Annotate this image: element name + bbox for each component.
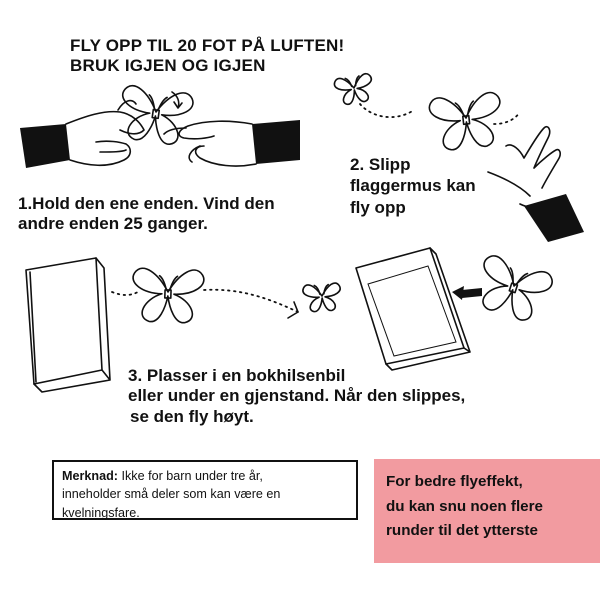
closed-card-illustration [356,248,470,370]
step3-butterflies [112,268,342,323]
note-text-1: Ikke for barn under tre år, [117,469,263,483]
page-heading [70,36,344,76]
step-2-line-3: fly opp [350,197,406,217]
tip-line-1: For bedre flyeffekt, [386,473,523,490]
butterfly-illustration [471,253,555,325]
releasing-hand-illustration [488,127,584,242]
arrow-icon [452,286,482,300]
step2-butterflies [334,73,520,152]
step-3-line-2: eller under en gjenstand. Når den slippes, [128,386,466,406]
step-1-text [18,194,275,234]
heading-line-2: BRUK IGJEN OG IGJEN [70,56,266,76]
step-3-text [128,366,465,427]
note-label: Merknad: [62,469,118,483]
note-text-2: inneholder små deler som kan være en [62,487,281,502]
winding-hands-illustration [20,84,300,168]
tip-line-2: du kan snu noen flere [386,497,543,515]
warning-note-box [52,460,358,520]
step-2-text [350,154,476,218]
step-3-line-3: se den fly høyt. [130,406,254,426]
step-2-line-2: flaggermus kan [350,176,476,196]
heading-line-1: FLY OPP TIL 20 FOT PÅ LUFTEN! [70,36,345,55]
step-3-line-1: 3. Plasser i en bokhilsenbil [128,366,346,385]
tip-line-3: runder til det ytterste [386,522,538,540]
note-text-3: kvelningsfare. [62,505,140,520]
tip-box [374,459,600,563]
card-illustration [26,258,110,392]
step-2-line-1: 2. Slipp [350,155,411,174]
step-1-line-2: andre enden 25 ganger. [18,214,208,234]
step-1-line-1: 1.Hold den ene enden. Vind den [18,194,275,213]
